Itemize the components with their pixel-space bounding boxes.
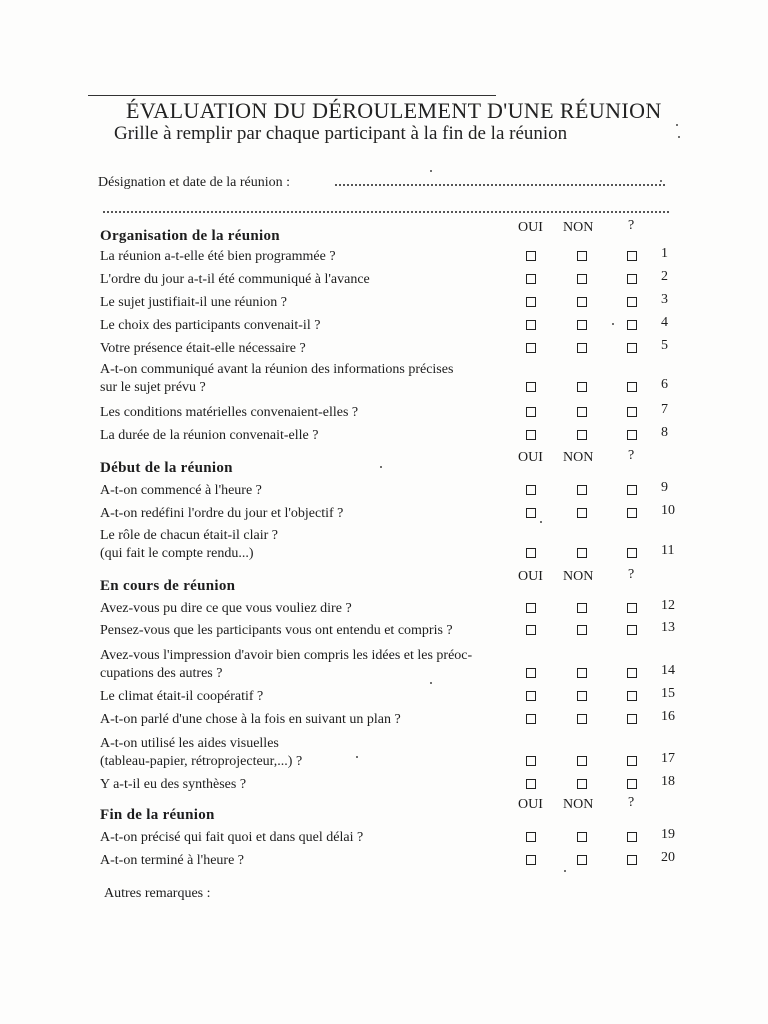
question-number: 8 — [661, 425, 668, 440]
column-header-non: NON — [563, 220, 594, 235]
checkbox-non[interactable] — [577, 274, 587, 284]
checkbox-unknown[interactable] — [627, 508, 637, 518]
question-number: 12 — [661, 598, 675, 613]
checkbox-oui[interactable] — [526, 508, 536, 518]
checkbox-non[interactable] — [577, 485, 587, 495]
checkbox-oui[interactable] — [526, 603, 536, 613]
checkbox-oui[interactable] — [526, 691, 536, 701]
question-number: 6 — [661, 377, 668, 392]
top-rule — [88, 95, 496, 96]
speck — [380, 466, 382, 468]
column-header-oui: OUI — [518, 450, 543, 465]
question-text: Le climat était-il coopératif ? — [100, 689, 264, 704]
checkbox-non[interactable] — [577, 756, 587, 766]
question-text: A-t-on terminé à l'heure ? — [100, 853, 245, 868]
speck — [356, 756, 358, 758]
checkbox-non[interactable] — [577, 430, 587, 440]
question-text: (qui fait le compte rendu...) — [100, 546, 254, 561]
question-text: A-t-on précisé qui fait quoi et dans quel délai ? — [100, 830, 364, 845]
question-text: A-t-on communiqué avant la réunion des informations précises — [100, 362, 454, 377]
checkbox-oui[interactable] — [526, 714, 536, 724]
checkbox-oui[interactable] — [526, 430, 536, 440]
checkbox-oui[interactable] — [526, 625, 536, 635]
question-text: Le rôle de chacun était-il clair ? — [100, 528, 279, 543]
question-text: Votre présence était-elle nécessaire ? — [100, 341, 306, 356]
question-text: A-t-on redéfini l'ordre du jour et l'objectif ? — [100, 506, 344, 521]
speck — [612, 323, 614, 325]
column-header-non: NON — [563, 797, 594, 812]
checkbox-non[interactable] — [577, 297, 587, 307]
checkbox-unknown[interactable] — [627, 320, 637, 330]
question-number: 18 — [661, 774, 675, 789]
column-header-non: NON — [563, 569, 594, 584]
column-header-non: NON — [563, 450, 594, 465]
checkbox-oui[interactable] — [526, 832, 536, 842]
question-text: Avez-vous l'impression d'avoir bien compris les idées et les préoc- — [100, 648, 473, 663]
checkbox-non[interactable] — [577, 508, 587, 518]
question-number: 17 — [661, 751, 675, 766]
question-number: 20 — [661, 850, 675, 865]
question-text: Le sujet justifiait-il une réunion ? — [100, 295, 288, 310]
question-number: 1 — [661, 246, 668, 261]
question-text: Y a-t-il eu des synthèses ? — [100, 777, 247, 792]
checkbox-unknown[interactable] — [627, 714, 637, 724]
question-number: 2 — [661, 269, 668, 284]
checkbox-non[interactable] — [577, 407, 587, 417]
column-header-oui: OUI — [518, 797, 543, 812]
speck — [676, 124, 678, 126]
checkbox-unknown[interactable] — [627, 382, 637, 392]
section-title: Début de la réunion — [100, 460, 233, 476]
column-header-unknown: ? — [628, 567, 635, 582]
checkbox-unknown[interactable] — [627, 691, 637, 701]
question-number: 10 — [661, 503, 675, 518]
checkbox-non[interactable] — [577, 714, 587, 724]
question-text: La réunion a-t-elle été bien programmée ? — [100, 249, 336, 264]
checkbox-oui[interactable] — [526, 855, 536, 865]
column-header-unknown: ? — [628, 795, 635, 810]
section-title: Fin de la réunion — [100, 807, 215, 823]
form-subtitle: Grille à remplir par chaque participant à la fin de la réunion — [114, 123, 568, 144]
checkbox-oui[interactable] — [526, 779, 536, 789]
checkbox-non[interactable] — [577, 603, 587, 613]
checkbox-unknown[interactable] — [627, 343, 637, 353]
checkbox-unknown[interactable] — [627, 756, 637, 766]
question-number: 4 — [661, 315, 668, 330]
question-number: 13 — [661, 620, 675, 635]
checkbox-oui[interactable] — [526, 756, 536, 766]
remarks-label: Autres remarques : — [104, 886, 211, 901]
speck — [678, 136, 680, 138]
question-text: Pensez-vous que les participants vous ont entendu et compris ? — [100, 623, 453, 638]
checkbox-unknown[interactable] — [627, 485, 637, 495]
checkbox-oui[interactable] — [526, 548, 536, 558]
checkbox-unknown[interactable] — [627, 430, 637, 440]
checkbox-unknown[interactable] — [627, 548, 637, 558]
question-number: 16 — [661, 709, 675, 724]
question-number: 19 — [661, 827, 675, 842]
checkbox-non[interactable] — [577, 343, 587, 353]
speck — [430, 170, 432, 172]
designation-label: Désignation et date de la réunion : — [98, 175, 291, 190]
checkbox-unknown[interactable] — [627, 779, 637, 789]
question-number: 7 — [661, 402, 668, 417]
checkbox-unknown[interactable] — [627, 832, 637, 842]
checkbox-non[interactable] — [577, 779, 587, 789]
question-number: 3 — [661, 292, 668, 307]
column-header-unknown: ? — [628, 218, 635, 233]
checkbox-non[interactable] — [577, 691, 587, 701]
checkbox-non[interactable] — [577, 832, 587, 842]
question-number: 5 — [661, 338, 668, 353]
question-text: Le choix des participants convenait-il ? — [100, 318, 321, 333]
checkbox-unknown[interactable] — [627, 855, 637, 865]
speck — [564, 870, 566, 872]
question-text: La durée de la réunion convenait-elle ? — [100, 428, 319, 443]
speck — [540, 521, 542, 523]
checkbox-oui[interactable] — [526, 274, 536, 284]
checkbox-unknown[interactable] — [627, 251, 637, 261]
section-title: Organisation de la réunion — [100, 228, 280, 244]
checkbox-oui[interactable] — [526, 485, 536, 495]
column-header-oui: OUI — [518, 569, 543, 584]
speck — [660, 180, 662, 182]
checkbox-non[interactable] — [577, 382, 587, 392]
checkbox-unknown[interactable] — [627, 603, 637, 613]
checkbox-oui[interactable] — [526, 297, 536, 307]
checkbox-non[interactable] — [577, 625, 587, 635]
question-text: A-t-on commencé à l'heure ? — [100, 483, 262, 498]
section-title: En cours de réunion — [100, 578, 236, 594]
checkbox-non[interactable] — [577, 320, 587, 330]
question-text: sur le sujet prévu ? — [100, 380, 206, 395]
designation-dotted-line — [335, 184, 665, 186]
question-number: 14 — [661, 663, 675, 678]
checkbox-oui[interactable] — [526, 251, 536, 261]
question-text: (tableau-papier, rétroprojecteur,...) ? — [100, 754, 303, 769]
checkbox-non[interactable] — [577, 668, 587, 678]
checkbox-unknown[interactable] — [627, 274, 637, 284]
checkbox-unknown[interactable] — [627, 625, 637, 635]
checkbox-oui[interactable] — [526, 343, 536, 353]
column-header-unknown: ? — [628, 448, 635, 463]
checkbox-non[interactable] — [577, 548, 587, 558]
checkbox-oui[interactable] — [526, 668, 536, 678]
checkbox-unknown[interactable] — [627, 668, 637, 678]
speck — [430, 682, 432, 684]
checkbox-oui[interactable] — [526, 320, 536, 330]
question-text: cupations des autres ? — [100, 666, 223, 681]
question-number: 15 — [661, 686, 675, 701]
column-header-oui: OUI — [518, 220, 543, 235]
question-text: L'ordre du jour a-t-il été communiqué à l'avance — [100, 272, 370, 287]
designation-dotted-line-2 — [103, 211, 669, 213]
question-number: 11 — [661, 543, 675, 558]
question-number: 9 — [661, 480, 668, 495]
question-text: Avez-vous pu dire ce que vous vouliez dire ? — [100, 601, 352, 616]
checkbox-oui[interactable] — [526, 407, 536, 417]
checkbox-unknown[interactable] — [627, 297, 637, 307]
form-title: ÉVALUATION DU DÉROULEMENT D'UNE RÉUNION — [126, 98, 662, 123]
question-text: Les conditions matérielles convenaient-elles ? — [100, 405, 359, 420]
question-text: A-t-on utilisé les aides visuelles — [100, 736, 279, 751]
question-text: A-t-on parlé d'une chose à la fois en suivant un plan ? — [100, 712, 401, 727]
checkbox-unknown[interactable] — [627, 407, 637, 417]
checkbox-non[interactable] — [577, 855, 587, 865]
checkbox-oui[interactable] — [526, 382, 536, 392]
checkbox-non[interactable] — [577, 251, 587, 261]
